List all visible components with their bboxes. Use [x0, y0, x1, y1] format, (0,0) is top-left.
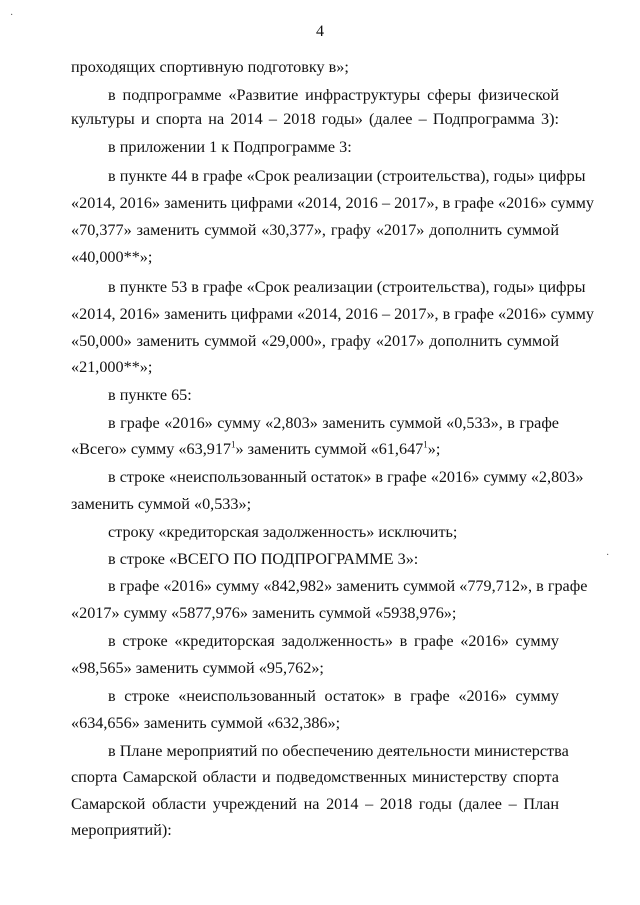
- text-line: спорта Самарской области и подведомственных министерству спорта: [71, 768, 559, 786]
- text-line: в пункте 65:: [108, 386, 192, 404]
- text-line: в строке «кредиторская задолженность» в графе «2016» сумму: [108, 632, 559, 650]
- text-line: «2014, 2016» заменить цифрами «2014, 2016 – 2017», в графе «2016» сумму: [71, 305, 595, 323]
- text-line: культуры и спорта на 2014 – 2018 годы» (далее – Подпрограмма 3):: [71, 110, 559, 128]
- text-line: «40,000**»;: [71, 248, 153, 266]
- footnote-mark: 1: [231, 439, 236, 450]
- text-line: в приложении 1 к Подпрограмме 3:: [108, 138, 352, 156]
- text-line: в строке «неиспользованный остаток» в графе «2016» сумму «2,803»: [108, 468, 584, 486]
- text-segment: » заменить суммой «61,647: [235, 440, 424, 458]
- scan-mark: ·: [606, 550, 610, 561]
- footnote-mark: 1: [423, 439, 428, 450]
- text-line: «50,000» заменить суммой «29,000», графу «2017» дополнить суммой: [71, 332, 559, 350]
- text-line: [71, 439, 440, 459]
- text-line: «98,565» заменить суммой «95,762»;: [71, 659, 324, 677]
- text-line: строку «кредиторская задолженность» исключить;: [108, 523, 458, 541]
- page-number: 4: [316, 23, 324, 40]
- text-line: проходящих спортивную подготовку в»;: [71, 58, 349, 76]
- text-line: «70,377» заменить суммой «30,377», графу «2017» дополнить суммой: [71, 221, 559, 239]
- text-line: в строке «ВСЕГО ПО ПОДПРОГРАММЕ 3»:: [108, 550, 419, 568]
- text-line: в подпрограмме «Развитие инфраструктуры сферы физической: [108, 86, 559, 104]
- scan-mark: ·: [10, 10, 14, 21]
- text-line: в графе «2016» сумму «842,982» заменить суммой «779,712», в графе: [108, 577, 588, 595]
- text-line: в пункте 44 в графе «Срок реализации (строительства), годы» цифры: [108, 167, 586, 185]
- text-segment: «Всего» сумму «63,917: [71, 440, 232, 458]
- text-line: «634,656» заменить суммой «632,386»;: [71, 714, 341, 732]
- text-line: «2014, 2016» заменить цифрами «2014, 2016 – 2017», в графе «2016» сумму: [71, 194, 595, 212]
- text-line: заменить суммой «0,533»;: [71, 495, 252, 513]
- text-line: мероприятий):: [71, 821, 172, 839]
- text-line: в пункте 53 в графе «Срок реализации (строительства), годы» цифры: [108, 278, 586, 296]
- text-line: в графе «2016» сумму «2,803» заменить суммой «0,533», в графе: [108, 414, 559, 432]
- text-line: «2017» сумму «5877,976» заменить суммой «5938,976»;: [71, 604, 457, 622]
- text-segment: »;: [427, 440, 441, 458]
- text-line: в строке «неиспользованный остаток» в графе «2016» сумму: [108, 687, 559, 705]
- text-line: «21,000**»;: [71, 358, 153, 376]
- text-line: Самарской области учреждений на 2014 – 2018 годы (далее – План: [71, 795, 559, 813]
- text-line: в Плане мероприятий по обеспечению деятельности министерства: [108, 742, 569, 760]
